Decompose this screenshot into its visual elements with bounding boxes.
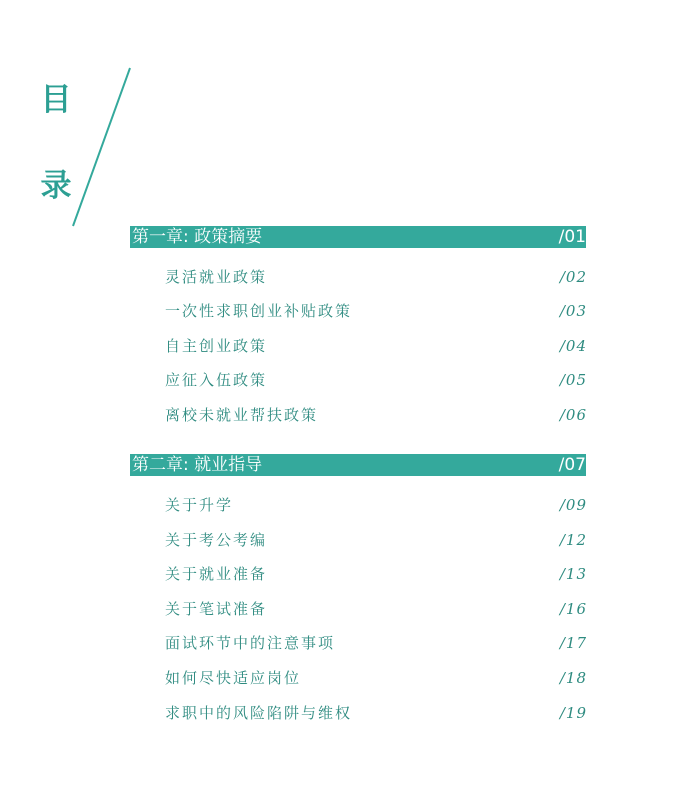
toc-entry[interactable] <box>165 702 587 724</box>
toc-entry-page: /13 <box>559 565 587 583</box>
toc-entry-title: 如何尽快适应岗位 <box>165 669 302 687</box>
chapter-1-title: 第一章: 政策摘要 <box>132 227 263 247</box>
toc-entry[interactable] <box>165 300 587 322</box>
chapter-1-heading[interactable] <box>130 226 586 248</box>
toc-entry-title: 面试环节中的注意事项 <box>165 634 336 652</box>
toc-entry-title: 灵活就业政策 <box>165 268 268 286</box>
toc-entry-title: 关于升学 <box>165 496 234 514</box>
toc-entry[interactable] <box>165 404 587 426</box>
toc-entry-page: /12 <box>559 531 587 549</box>
toc-entry-page: /04 <box>559 337 587 355</box>
toc-entry-title: 离校未就业帮扶政策 <box>165 406 319 424</box>
chapter-2-heading[interactable] <box>130 454 586 476</box>
toc-entry-title: 关于笔试准备 <box>165 600 268 618</box>
toc-entry[interactable] <box>165 598 587 620</box>
toc-entry-page: /18 <box>559 669 587 687</box>
toc-entry[interactable] <box>165 369 587 391</box>
toc-entry-title: 自主创业政策 <box>165 337 268 355</box>
chapter-1-page: /01 <box>558 227 586 247</box>
toc-entry-page: /17 <box>559 634 587 652</box>
toc-entry-page: /19 <box>559 704 587 722</box>
chapter-2-title: 第二章: 就业指导 <box>132 455 263 475</box>
toc-entry-title: 关于考公考编 <box>165 531 268 549</box>
toc-entry-page: /02 <box>559 268 587 286</box>
toc-entry-title: 求职中的风险陷阱与维权 <box>165 704 353 722</box>
toc-entry[interactable] <box>165 667 587 689</box>
toc-entry-title: 关于就业准备 <box>165 565 268 583</box>
toc-entry-page: /03 <box>559 302 587 320</box>
toc-title-char-mu: 目 <box>40 82 72 118</box>
toc-entry-page: /06 <box>559 406 587 424</box>
toc-entry[interactable] <box>165 266 587 288</box>
toc-entry-title: 一次性求职创业补贴政策 <box>165 302 353 320</box>
toc-entry[interactable] <box>165 529 587 551</box>
toc-entry[interactable] <box>165 632 587 654</box>
toc-title-char-lu: 录 <box>40 168 72 204</box>
toc-entry-title: 应征入伍政策 <box>165 371 268 389</box>
toc-entry[interactable] <box>165 494 587 516</box>
chapter-2-page: /07 <box>558 455 586 475</box>
toc-entry-page: /05 <box>559 371 587 389</box>
toc-entry-page: /16 <box>559 600 587 618</box>
toc-entry[interactable] <box>165 563 587 585</box>
toc-entry[interactable] <box>165 335 587 357</box>
toc-entry-page: /09 <box>559 496 587 514</box>
